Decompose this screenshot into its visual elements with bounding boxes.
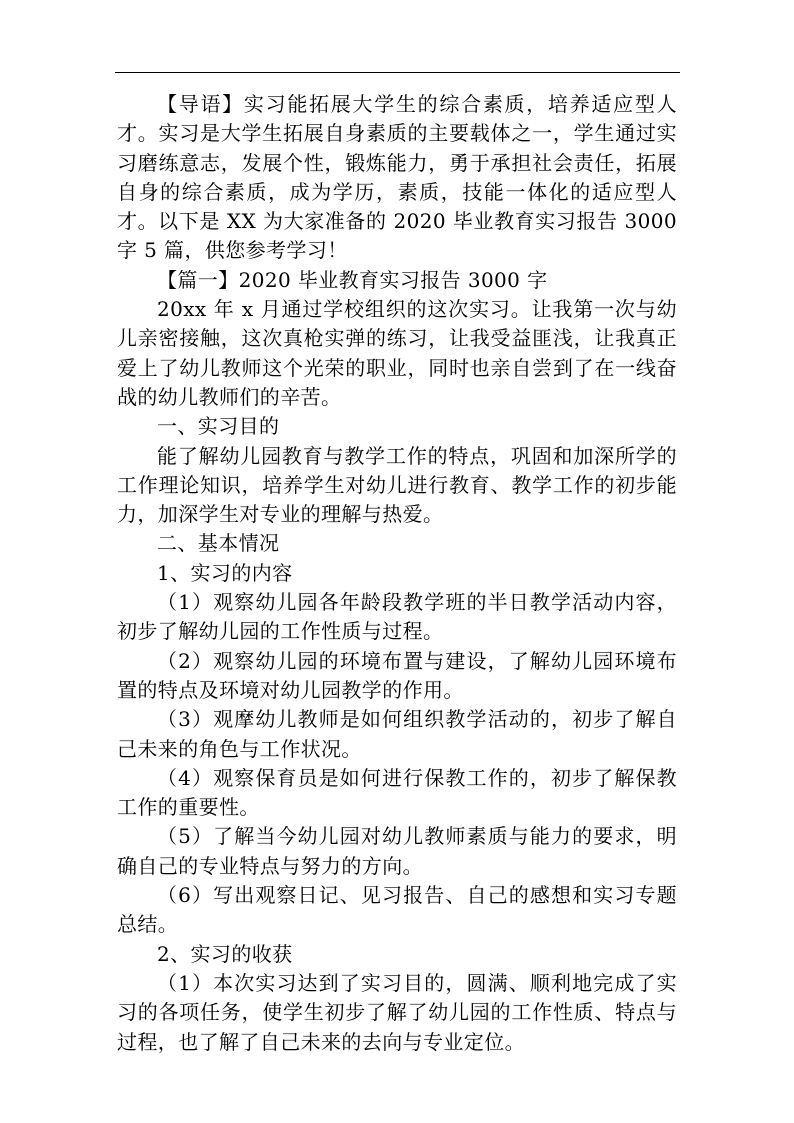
header-rule <box>115 72 680 73</box>
content-item-4: （4）观察保育员是如何进行保教工作的，初步了解保教工作的重要性。 <box>117 765 677 820</box>
content-item-3: （3）观摩幼儿教师是如何组织教学活动的，初步了解自己未来的角色与工作状况。 <box>117 707 677 761</box>
heading-internship-gains: 2、实习的收获 <box>157 941 293 966</box>
heading-basic-situation: 二、基本情况 <box>157 531 280 556</box>
opening-paragraph: 20xx 年 x 月通过学校组织的这次实习。让我第一次与幼儿亲密接触，这次真枪实弹的练习，让我受益匪浅，让我真正爱上了幼儿教师这个光荣的职业，同时也亲自尝到了在一线奋战的幼儿教师们的辛苦。 <box>117 297 677 409</box>
gains-item-1: （1）本次实习达到了实习目的，圆满、顺利地完成了实习的各项任务，使学生初步了解了幼儿园的工作性质、特点与过程，也了解了自己未来的去向与专业定位。 <box>117 970 677 1054</box>
section-title-part-one: 【篇一】2020 毕业教育实习报告 3000 字 <box>157 267 548 292</box>
purpose-paragraph: 能了解幼儿园教育与教学工作的特点，巩固和加深所学的工作理论知识，培养学生对幼儿进行教育、教学工作的初步能力，加深学生对专业的理解与热爱。 <box>117 443 677 527</box>
intro-paragraph: 【导语】实习能拓展大学生的综合素质，培养适应型人才。实习是大学生拓展自身素质的主要载体之一，学生通过实习磨练意志，发展个性，锻炼能力，勇于承担社会责任，拓展自身的综合素质，成为学历，素质，技能一体化的适应型人才。以下是 XX 为大家准备的 2020 毕业教育实习报告 3000 字 5 篇，供您参考学习！ <box>117 92 677 263</box>
content-item-1: （1）观察幼儿园各年龄段教学班的半日教学活动内容，初步了解幼儿园的工作性质与过程。 <box>117 590 677 644</box>
content-item-6: （6）写出观察日记、见习报告、自己的感想和实习专题总结。 <box>117 883 677 937</box>
heading-internship-content: 1、实习的内容 <box>157 560 293 585</box>
document-body <box>117 90 677 1057</box>
heading-internship-purpose: 一、实习目的 <box>157 414 280 439</box>
content-item-5: （5）了解当今幼儿园对幼儿教师素质与能力的要求，明确自己的专业特点与努力的方向。 <box>117 824 677 878</box>
content-item-2: （2）观察幼儿园的环境布置与建设，了解幼儿园环境布置的特点及环境对幼儿园教学的作用。 <box>117 648 677 702</box>
